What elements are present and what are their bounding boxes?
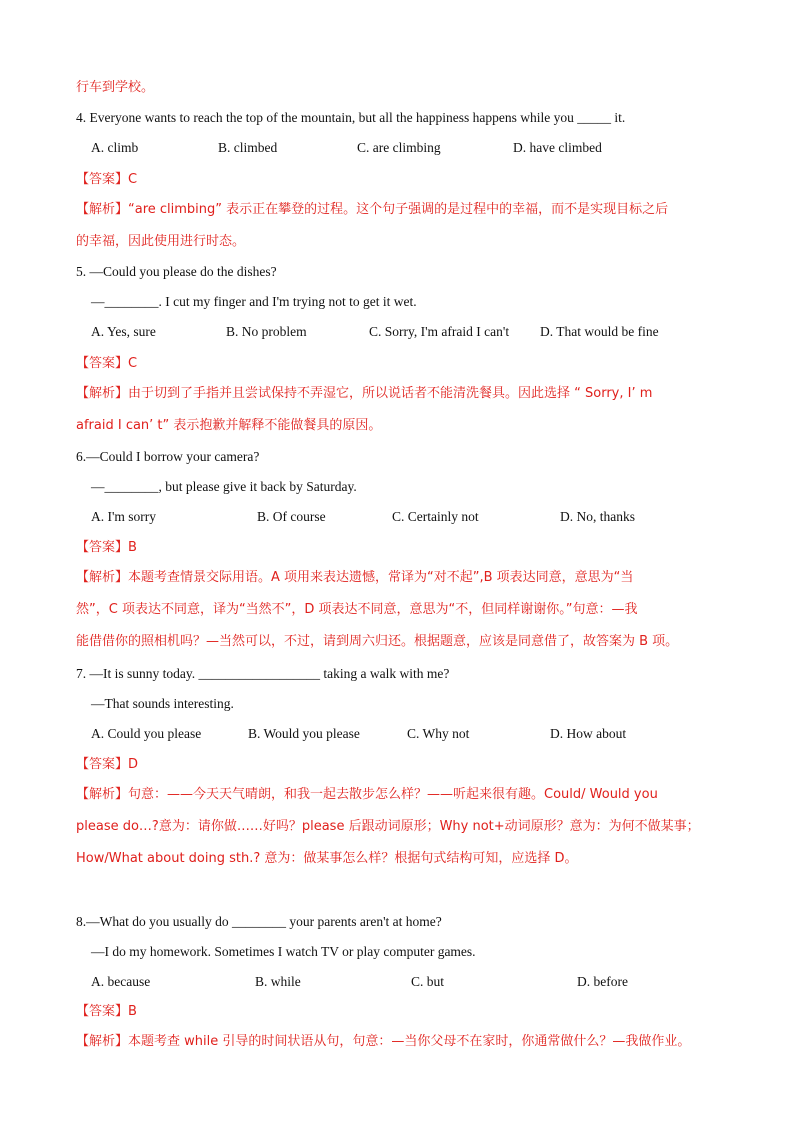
- question-6-explanation-line-1: 【解析】本题考查情景交际用语。A 项用来表达遗憾，常译为“对不起”,B 项表达同意，意思为“当: [76, 570, 634, 585]
- question-5-option-d: D. That would be fine: [540, 324, 659, 339]
- question-7-option-a: A. Could you please: [91, 726, 202, 741]
- question-8-reply: —I do my homework. Sometimes I watch TV or play computer games.: [91, 944, 476, 959]
- explanation-continuation: 行车到学校。: [76, 80, 155, 95]
- question-5-stem: 5. —Could you please do the dishes?: [76, 264, 277, 279]
- question-4-stem: 4. Everyone wants to reach the top of the mountain, but all the happiness happens while you _____ it.: [76, 110, 626, 125]
- question-8-explanation-line-1: 【解析】本题考查 while 引导的时间状语从句，句意：—当你父母不在家时，你通常做什么？—我做作业。: [76, 1034, 691, 1049]
- question-6-option-d: D. No, thanks: [560, 509, 635, 524]
- question-5-explanation-line-2: afraid I can’ t” 表示抱歉并解释不能做餐具的原因。: [76, 418, 382, 433]
- question-7-explanation-line-3: How/What about doing sth.? 意为：做某事怎么样？根据句式结构可知，应选择 D。: [76, 851, 578, 866]
- question-4-explanation-line-1: 【解析】“are climbing” 表示正在攀登的过程。这个句子强调的是过程中的幸福，而不是实现目标之后: [76, 202, 669, 217]
- question-4-option-a: A. climb: [91, 140, 139, 155]
- question-5-option-a: A. Yes, sure: [91, 324, 156, 339]
- question-7-option-b: B. Would you please: [248, 726, 360, 741]
- question-6-option-b: B. Of course: [257, 509, 326, 524]
- question-5-option-c: C. Sorry, I'm afraid I can't: [369, 324, 510, 339]
- question-4-option-d: D. have climbed: [513, 140, 602, 155]
- question-7-option-d: D. How about: [550, 726, 627, 741]
- question-8-option-d: D. before: [577, 974, 628, 989]
- question-4-option-c: C. are climbing: [357, 140, 441, 155]
- question-7-explanation-line-2: please do…?意为：请你做……好吗？please 后跟动词原形；Why not+动词原形？意为：为何不做某事；: [76, 819, 700, 834]
- question-6-option-a: A. I'm sorry: [91, 509, 157, 524]
- question-5-reply: —________. I cut my finger and I'm trying not to get it wet.: [91, 294, 417, 309]
- question-6-answer: 【答案】B: [76, 540, 137, 555]
- question-6-stem: 6.—Could I borrow your camera?: [76, 449, 260, 464]
- question-8-option-c: C. but: [411, 974, 445, 989]
- question-8-stem: 8.—What do you usually do ________ your parents aren't at home?: [76, 914, 442, 929]
- question-8-answer: 【答案】B: [76, 1004, 137, 1019]
- question-5-option-b: B. No problem: [226, 324, 307, 339]
- question-7-answer: 【答案】D: [76, 757, 139, 772]
- question-4-option-b: B. climbed: [218, 140, 278, 155]
- question-8-option-a: A. because: [91, 974, 151, 989]
- question-7-explanation-line-1: 【解析】句意：——今天天气晴朗，和我一起去散步怎么样？——听起来很有趣。Could/ Would you: [76, 787, 658, 802]
- question-6-explanation-line-2: 然”，C 项表达不同意，译为“当然不”，D 项表达不同意，意思为“不，但同样谢谢你。”句意：—我: [76, 602, 638, 617]
- question-4-explanation-line-2: 的幸福，因此使用进行时态。: [76, 234, 246, 249]
- question-6-option-c: C. Certainly not: [392, 509, 479, 524]
- question-6-explanation-line-3: 能借借你的照相机吗？—当然可以，不过，请到周六归还。根据题意，应该是同意借了，故答案为 B 项。: [76, 634, 679, 649]
- question-7-reply: —That sounds interesting.: [91, 696, 234, 711]
- question-6-reply: —________, but please give it back by Saturday.: [91, 479, 357, 494]
- question-4-answer: 【答案】C: [76, 172, 138, 187]
- question-5-explanation-line-1: 【解析】由于切到了手指并且尝试保持不弄湿它，所以说话者不能清洗餐具。因此选择 “ Sorry, I’ m: [76, 386, 653, 401]
- question-8-option-b: B. while: [255, 974, 301, 989]
- question-7-option-c: C. Why not: [407, 726, 470, 741]
- question-7-stem: 7. —It is sunny today. __________________ taking a walk with me?: [76, 666, 450, 681]
- question-5-answer: 【答案】C: [76, 356, 138, 371]
